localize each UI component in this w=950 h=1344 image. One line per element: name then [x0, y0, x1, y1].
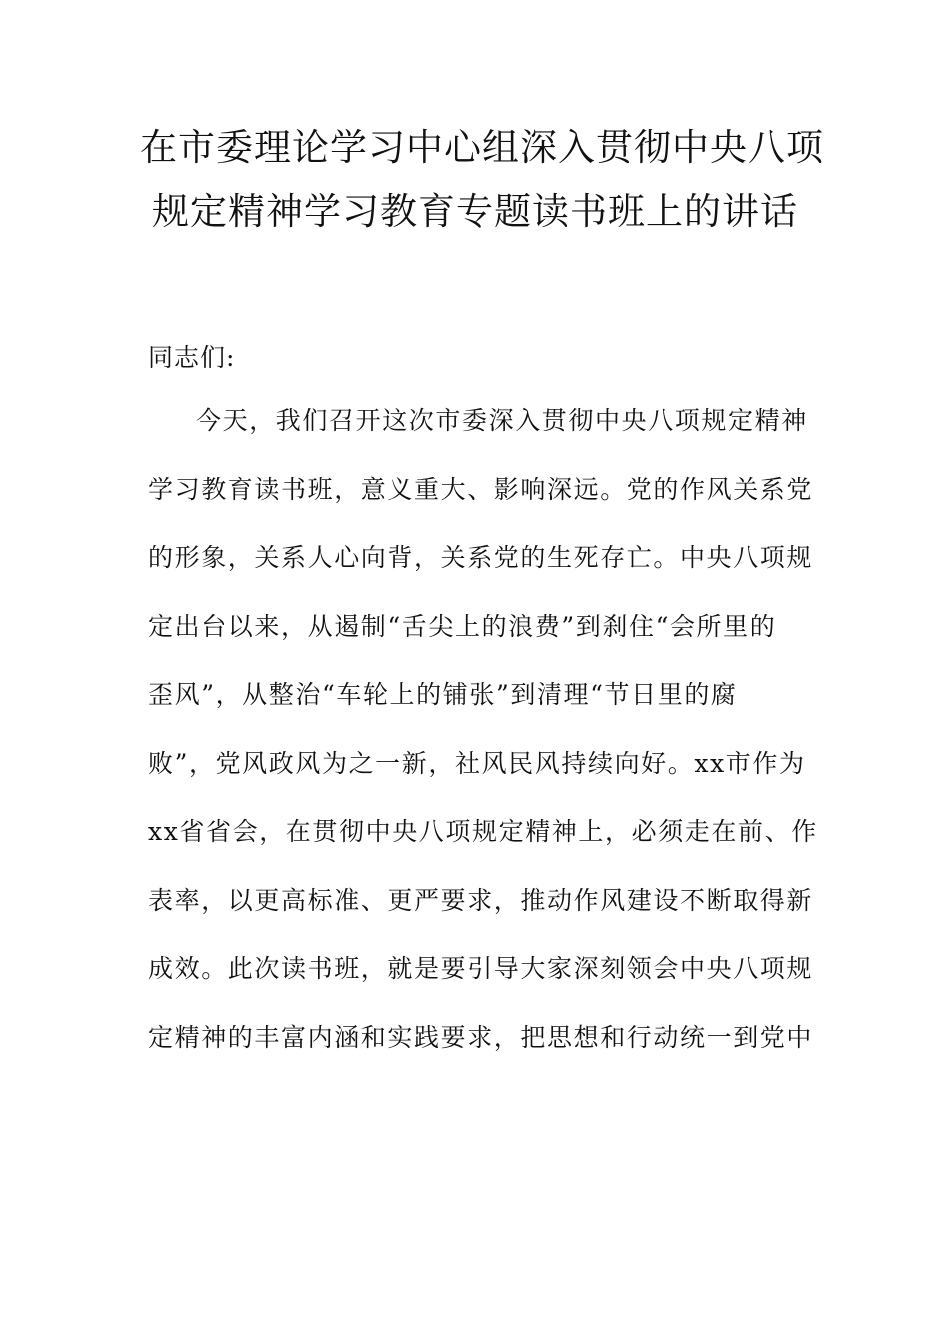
body-line-4: 定出台以来，从遏制“舌尖上的浪费”到刹住“会所里的	[148, 611, 777, 641]
salutation: 同志们:	[148, 343, 236, 372]
body-line-3: 的形象，关系人心向背，关系党的生死存亡。中央八项规	[148, 543, 814, 572]
title-line-2: 规定精神学习教育专题读书班上的讲话	[152, 190, 798, 233]
body-paragraph	[148, 398, 818, 1083]
document-title	[140, 116, 824, 244]
body-line-7: xx省省会，在贯彻中央八项规定精神上，必须走在前、作	[148, 817, 818, 846]
body-line-2: 学习教育读书班，意义重大、影响深远。党的作风关系党	[148, 474, 814, 504]
body-line-1: 今天，我们召开这次市委深入贯彻中央八项规定精神	[196, 406, 808, 435]
body-line-8: 表率，以更高标准、更严要求，推动作风建设不断取得新	[148, 885, 814, 915]
body-line-6: 败”，党风政风为之一新，社风民风持续向好。xx市作为	[148, 748, 806, 778]
body-line-10: 定精神的丰富内涵和实践要求，把思想和行动统一到党中	[148, 1022, 814, 1052]
body-line-5: 歪风”，从整治“车轮上的铺张”到清理“节日里的腐	[148, 680, 738, 709]
body-line-9: 成效。此次读书班，就是要引导大家深刻领会中央八项规	[148, 954, 814, 983]
title-line-1: 在市委理论学习中心组深入贯彻中央八项	[140, 126, 824, 169]
